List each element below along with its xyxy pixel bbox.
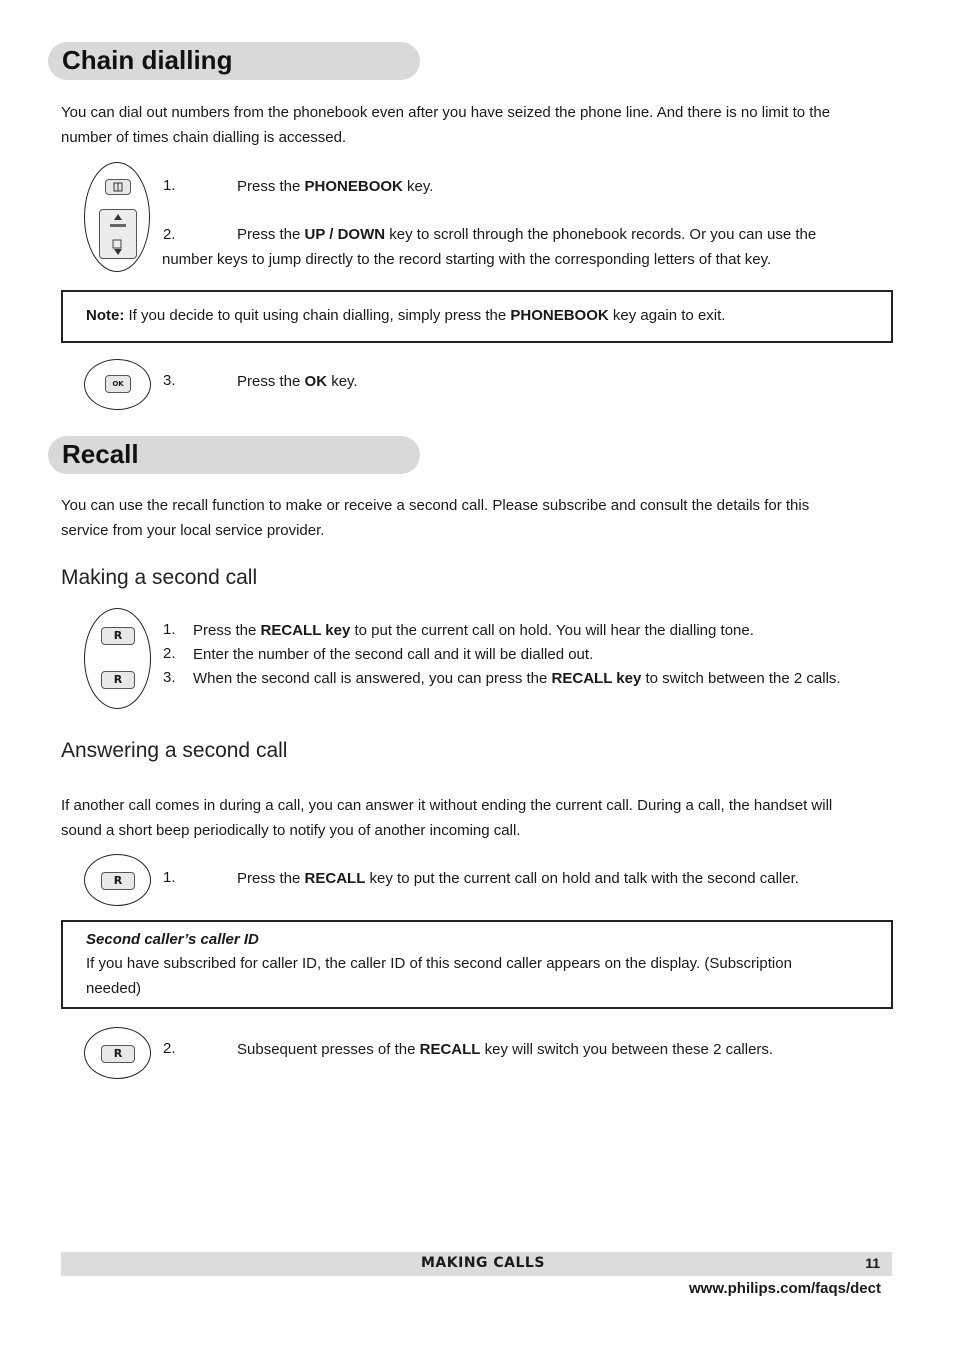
recall-key-icon: R (101, 872, 135, 890)
step-number: 1. (163, 621, 176, 638)
step-text-continued: number keys to jump directly to the record starting with the corresponding letters of that key. (162, 251, 772, 268)
step-number: 3. (163, 372, 176, 389)
step-text: Press the RECALL key to put the current call on hold. You will hear the dialling tone. (193, 622, 754, 639)
ok-key-illustration (84, 359, 151, 410)
step-text: Enter the number of the second call and it will be dialled out. (193, 646, 594, 663)
up-down-key-icon (99, 209, 137, 259)
step-text: Press the OK key. (237, 373, 358, 390)
step-text: Press the UP / DOWN key to scroll through the phonebook records. Or you can use the (237, 226, 817, 243)
recall-key-icon: R (101, 627, 135, 645)
subheading-making-second-call: Making a second call (61, 566, 258, 589)
step-number: 2. (163, 226, 176, 243)
recall-keys-illustration (84, 608, 151, 709)
chain-intro: You can dial out numbers from the phonebook even after you have seized the phone line. And there is no limit to the number of times chain dialling is accessed. (61, 104, 831, 146)
step-text: Subsequent presses of the RECALL key will switch you between these 2 callers. (237, 1041, 774, 1058)
phonebook-updown-key-illustration (84, 162, 150, 272)
footer-section-label: MAKING CALLS (421, 1255, 545, 1271)
note-box (61, 290, 893, 343)
step-text: When the second call is answered, you can press the RECALL key to switch between the 2 calls. (193, 670, 841, 687)
box-text: If you have subscribed for caller ID, the caller ID of this second caller appears on the display. (Subscription (86, 955, 792, 972)
recall-key-illustration (84, 854, 151, 906)
section-title: Chain dialling (62, 45, 233, 75)
note-text: Note: If you decide to quit using chain dialling, simply press the PHONEBOOK key again to exit. (86, 307, 726, 324)
box-text: needed) (86, 980, 142, 997)
box-title: Second caller’s caller ID (86, 931, 259, 948)
page-number: 11 (865, 1255, 880, 1271)
recall-key-icon: R (101, 671, 135, 689)
phonebook-key-icon (105, 179, 131, 195)
step-number: 2. (163, 645, 176, 662)
step-number: 1. (163, 177, 176, 194)
step-number: 1. (163, 869, 176, 886)
footer-url: www.philips.com/faqs/dect (689, 1280, 881, 1297)
section-title: Recall (62, 439, 139, 469)
recall-key-icon: R (101, 1045, 135, 1063)
recall-intro: You can use the recall function to make or receive a second call. Please subscribe and consult the details for this service from your local service provider. (61, 497, 810, 539)
subheading-answering-second-call: Answering a second call (61, 739, 288, 762)
answering-intro: If another call comes in during a call, you can answer it without ending the current call. During a call, the handset will sound a short beep periodically to notify you of another incoming call. (61, 797, 833, 839)
caller-id-box (61, 920, 893, 1009)
recall-key-illustration (84, 1027, 151, 1079)
step-number: 3. (163, 669, 176, 686)
footer-bar (61, 1252, 892, 1276)
section-header-recall (48, 436, 420, 474)
ok-key-icon: OK (105, 375, 131, 393)
step-text: Press the RECALL key to put the current call on hold and talk with the second caller. (237, 870, 799, 887)
step-number: 2. (163, 1040, 176, 1057)
step-text: Press the PHONEBOOK key. (237, 178, 434, 195)
section-header-chain-dialling (48, 42, 420, 80)
